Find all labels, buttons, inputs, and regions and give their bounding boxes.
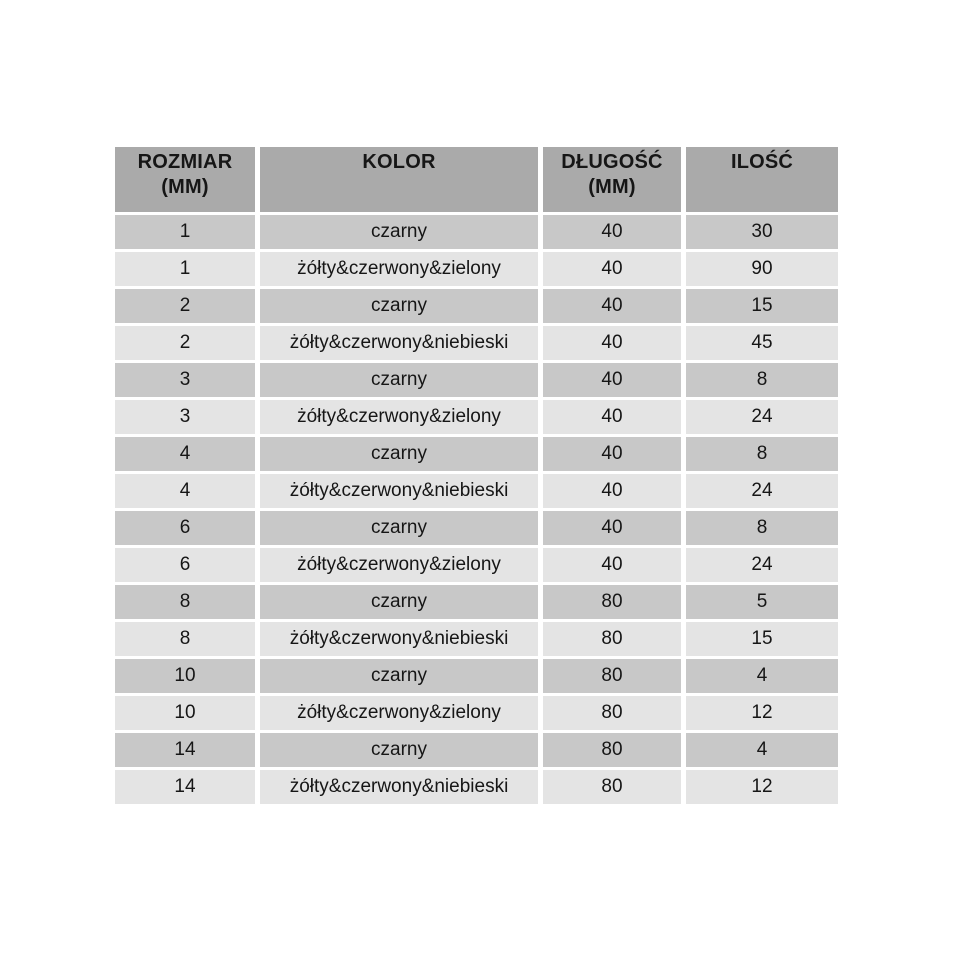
- table-cell: 6: [115, 548, 255, 582]
- product-size-table-container: [110, 144, 843, 807]
- table-cell: czarny: [260, 585, 538, 619]
- table-row: [115, 215, 838, 249]
- table-cell: 8: [115, 622, 255, 656]
- table-cell: 3: [115, 363, 255, 397]
- table-cell: 1: [115, 215, 255, 249]
- table-cell: 40: [543, 289, 681, 323]
- header-cell-kolor: KOLOR: [260, 147, 538, 212]
- table-cell: 40: [543, 252, 681, 286]
- table-row: [115, 659, 838, 693]
- table-cell: 12: [686, 770, 838, 804]
- table-cell: 40: [543, 326, 681, 360]
- table-row: [115, 696, 838, 730]
- table-cell: czarny: [260, 289, 538, 323]
- product-size-table: [110, 144, 843, 807]
- table-cell: 12: [686, 696, 838, 730]
- table-cell: czarny: [260, 215, 538, 249]
- table-cell: 8: [686, 363, 838, 397]
- table-cell: żółty&czerwony&niebieski: [260, 770, 538, 804]
- table-cell: 80: [543, 585, 681, 619]
- table-cell: 8: [115, 585, 255, 619]
- table-cell: 40: [543, 215, 681, 249]
- table-cell: 5: [686, 585, 838, 619]
- table-row: [115, 511, 838, 545]
- table-cell: 24: [686, 548, 838, 582]
- table-header: [115, 147, 838, 212]
- table-row: [115, 437, 838, 471]
- table-cell: 4: [686, 733, 838, 767]
- table-cell: 80: [543, 696, 681, 730]
- table-row: [115, 252, 838, 286]
- table-cell: 80: [543, 733, 681, 767]
- table-cell: 80: [543, 622, 681, 656]
- header-cell-dlugosc: DŁUGOŚĆ (MM): [543, 147, 681, 212]
- table-cell: czarny: [260, 733, 538, 767]
- header-cell-rozmiar: ROZMIAR (MM): [115, 147, 255, 212]
- table-cell: żółty&czerwony&zielony: [260, 252, 538, 286]
- table-cell: 24: [686, 400, 838, 434]
- table-cell: żółty&czerwony&niebieski: [260, 622, 538, 656]
- table-cell: 90: [686, 252, 838, 286]
- table-cell: 6: [115, 511, 255, 545]
- table-cell: 2: [115, 289, 255, 323]
- table-cell: żółty&czerwony&zielony: [260, 400, 538, 434]
- table-cell: 4: [115, 474, 255, 508]
- table-cell: czarny: [260, 659, 538, 693]
- table-row: [115, 363, 838, 397]
- table-cell: żółty&czerwony&zielony: [260, 696, 538, 730]
- table-row: [115, 400, 838, 434]
- table-cell: 8: [686, 437, 838, 471]
- table-cell: 15: [686, 289, 838, 323]
- table-cell: 1: [115, 252, 255, 286]
- table-cell: 80: [543, 770, 681, 804]
- header-row: [115, 147, 838, 212]
- table-cell: czarny: [260, 511, 538, 545]
- table-cell: 10: [115, 659, 255, 693]
- table-row: [115, 622, 838, 656]
- table-cell: żółty&czerwony&zielony: [260, 548, 538, 582]
- table-cell: żółty&czerwony&niebieski: [260, 326, 538, 360]
- table-cell: 24: [686, 474, 838, 508]
- table-cell: 40: [543, 511, 681, 545]
- table-cell: 4: [115, 437, 255, 471]
- table-cell: 40: [543, 474, 681, 508]
- table-cell: czarny: [260, 363, 538, 397]
- table-cell: 40: [543, 437, 681, 471]
- table-cell: 15: [686, 622, 838, 656]
- table-cell: 40: [543, 400, 681, 434]
- table-cell: żółty&czerwony&niebieski: [260, 474, 538, 508]
- header-cell-ilosc: ILOŚĆ: [686, 147, 838, 212]
- table-row: [115, 548, 838, 582]
- table-cell: 80: [543, 659, 681, 693]
- table-cell: 3: [115, 400, 255, 434]
- table-row: [115, 770, 838, 804]
- table-cell: 30: [686, 215, 838, 249]
- table-cell: 10: [115, 696, 255, 730]
- table-row: [115, 585, 838, 619]
- table-row: [115, 326, 838, 360]
- table-cell: 14: [115, 770, 255, 804]
- table-cell: 4: [686, 659, 838, 693]
- table-row: [115, 474, 838, 508]
- table-cell: 45: [686, 326, 838, 360]
- table-cell: 14: [115, 733, 255, 767]
- table-cell: 2: [115, 326, 255, 360]
- table-cell: 40: [543, 548, 681, 582]
- table-row: [115, 289, 838, 323]
- table-cell: 40: [543, 363, 681, 397]
- table-body: [115, 215, 838, 804]
- table-row: [115, 733, 838, 767]
- table-cell: czarny: [260, 437, 538, 471]
- table-cell: 8: [686, 511, 838, 545]
